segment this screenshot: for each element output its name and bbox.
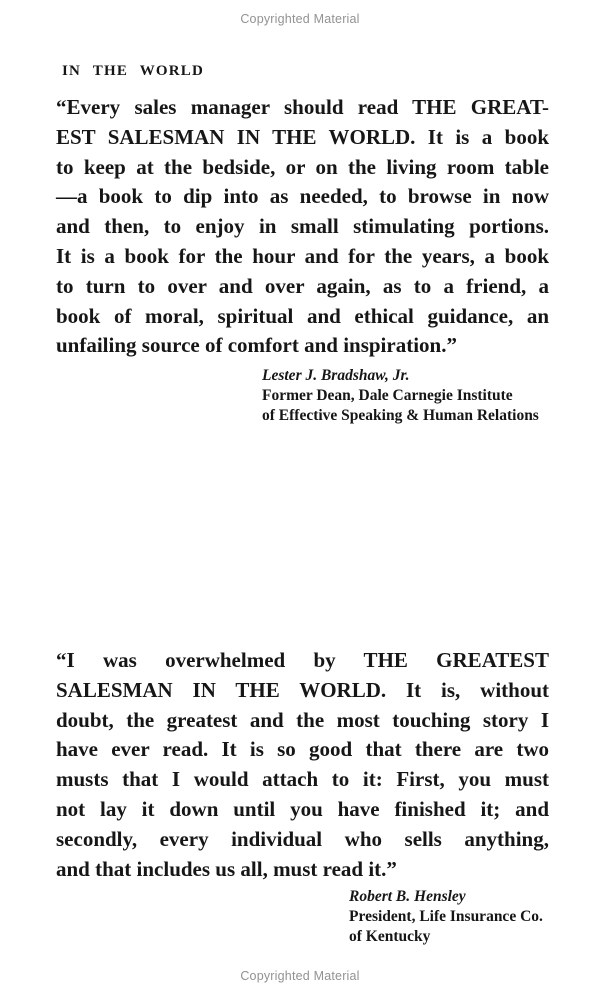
quote-line: EST SALESMAN IN THE WORLD. It is a book xyxy=(56,124,549,149)
quote-line: and that includes us all, must read it.” xyxy=(56,856,397,881)
attribution-1 xyxy=(262,366,539,425)
quote-line: book of moral, spiritual and ethical guidance, an xyxy=(56,303,549,328)
attribution-title-line: of Kentucky xyxy=(349,927,431,945)
attribution-title-line: of Effective Speaking & Human Relations xyxy=(262,406,539,424)
quote-line: and then, to enjoy in small stimulating portions. xyxy=(56,214,549,239)
testimonial-quote-1 xyxy=(56,93,549,361)
quote-line: It is a book for the hour and for the years, a book xyxy=(56,243,549,268)
attribution-2 xyxy=(349,887,543,946)
quote-line: “I was overwhelmed by THE GREATEST xyxy=(56,648,549,672)
copyright-banner-top: Copyrighted Material xyxy=(240,12,360,26)
copyright-banner-bottom: Copyrighted Material xyxy=(240,969,360,983)
attribution-title-line: President, Life Insurance Co. xyxy=(349,907,543,925)
quote-line: SALESMAN IN THE WORLD. It is, without xyxy=(56,677,549,702)
attribution-name: Lester J. Bradshaw, Jr. xyxy=(262,367,410,384)
quote-line: doubt, the greatest and the most touching story I xyxy=(56,707,549,732)
quote-line: not lay it down until you have finished it; and xyxy=(56,796,549,821)
running-header: IN THE WORLD xyxy=(62,63,205,79)
attribution-name: Robert B. Hensley xyxy=(349,888,466,905)
quote-line: —a book to dip into as needed, to browse in now xyxy=(56,184,549,209)
quote-line: secondly, every individual who sells anything, xyxy=(56,826,549,851)
quote-line: “Every sales manager should read THE GREAT- xyxy=(56,95,549,119)
quote-line: musts that I would attach to it: First, you must xyxy=(56,767,549,792)
quote-line: to turn to over and over again, as to a friend, a xyxy=(56,273,549,298)
testimonial-quote-2 xyxy=(56,646,549,884)
quote-line: unfailing source of comfort and inspiration.” xyxy=(56,333,457,358)
attribution-title-line: Former Dean, Dale Carnegie Institute xyxy=(262,386,513,404)
quote-line: to keep at the bedside, or on the living room table xyxy=(56,154,549,179)
quote-line: have ever read. It is so good that there are two xyxy=(56,737,549,762)
